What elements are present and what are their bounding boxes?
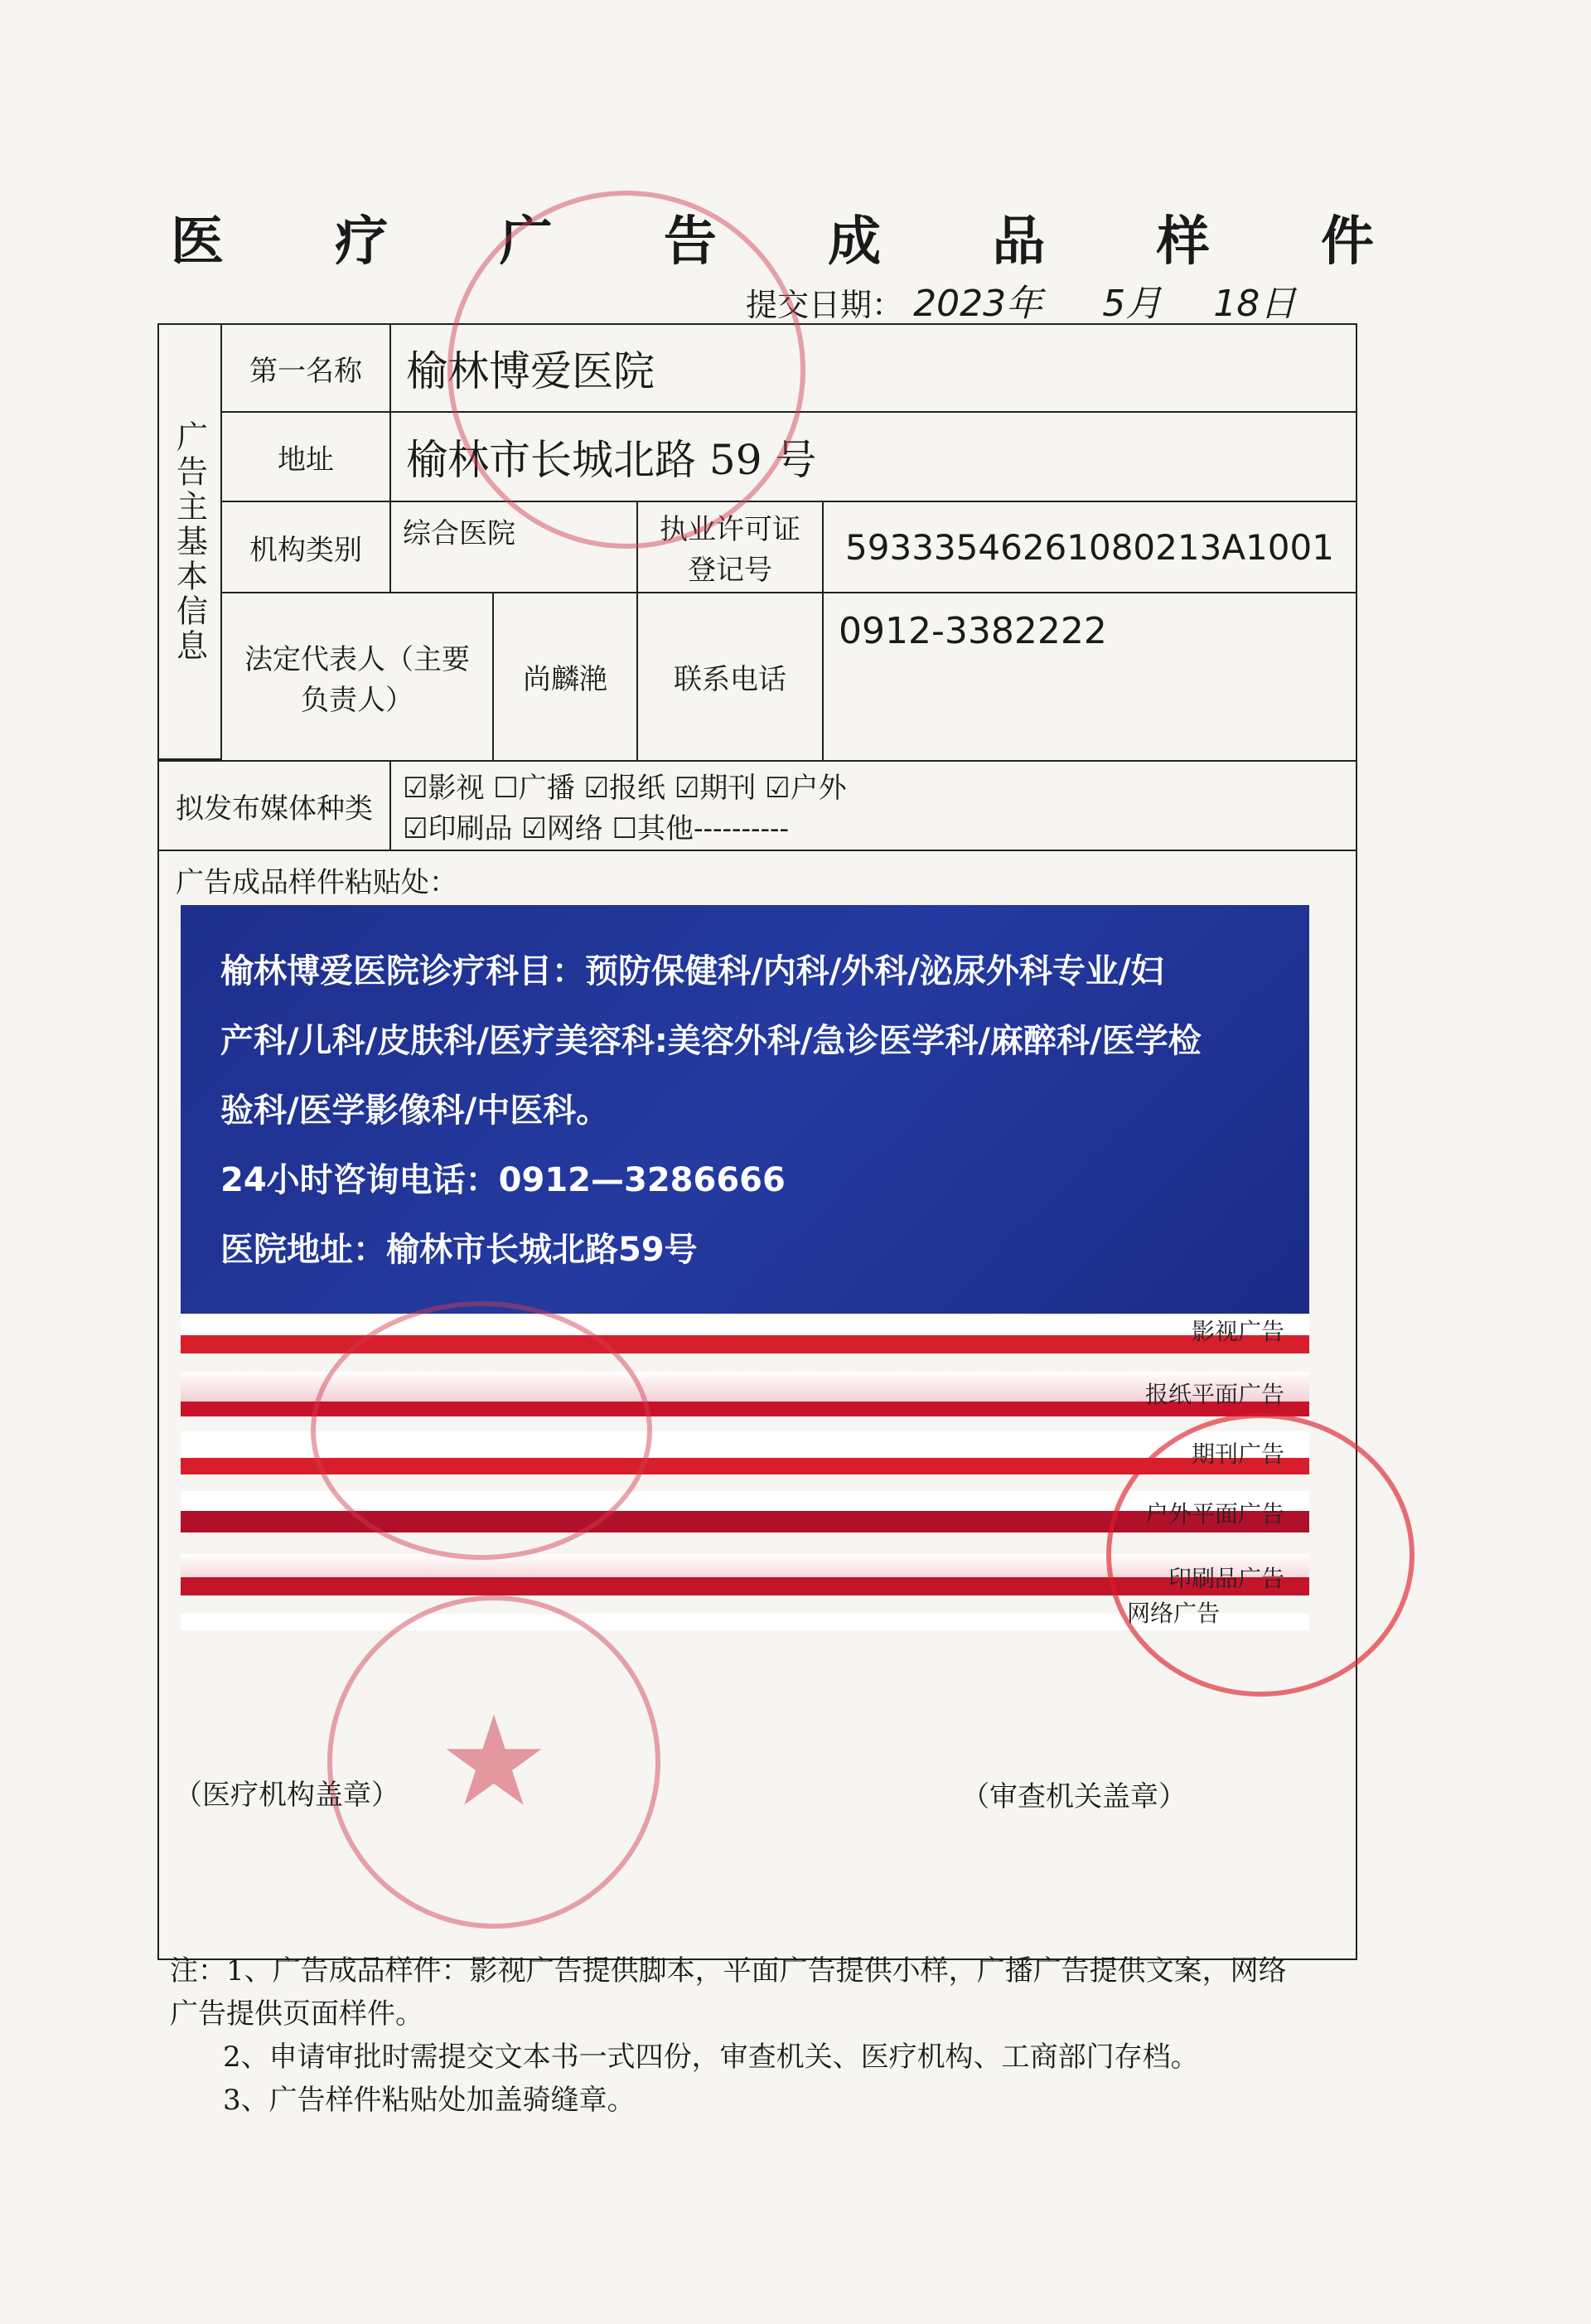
submit-date-day: 18日 <box>1213 283 1297 325</box>
ad-line-4: 24小时咨询电话：0912—3286666 <box>220 1161 786 1199</box>
category-label: 机构类别 <box>220 501 391 593</box>
submit-date-label: 提交日期： <box>746 287 904 323</box>
ad-line-3: 验科/医学影像科/中医科。 <box>220 1092 610 1130</box>
stamp-review-caption: （审查机关盖章） <box>961 1780 1187 1813</box>
name-label: 第一名称 <box>220 323 391 413</box>
hospital-seal-bottom <box>327 1595 660 1929</box>
license-label: 执业许可证登记号 <box>636 501 824 593</box>
hospital-seal-top <box>447 191 805 549</box>
note-3: 3、广告样件粘贴处加盖骑缝章。 <box>223 2084 636 2117</box>
submit-date <box>746 274 1296 327</box>
address-value: 榆林市长城北路 59 号 <box>389 411 1357 502</box>
star-icon: ★ <box>438 1690 550 1834</box>
stamp-institution-caption: （医疗机构盖章） <box>174 1779 399 1812</box>
advertiser-section-label: 广告主基本信息 <box>157 323 222 760</box>
strip-film: 影视广告 <box>181 1314 1309 1353</box>
note-1b: 广告提供页面样件。 <box>170 1997 423 2031</box>
ad-line-5: 医院地址：榆林市长城北路59号 <box>220 1231 698 1269</box>
legal-rep-label: 法定代表人（主要负责人） <box>220 592 494 762</box>
document-title: 医 疗 广 告 成 品 样 件 <box>171 211 1420 273</box>
address-label: 地址 <box>220 411 391 502</box>
sample-label: 广告成品样件粘贴处： <box>176 866 457 899</box>
media-options-row1: ☑影视 ☐广播 ☑报纸 ☑期刊 ☑户外 <box>403 772 847 805</box>
legal-rep-value: 尚麟滟 <box>492 592 638 762</box>
note-1: 注：1、广告成品样件：影视广告提供脚本，平面广告提供小样，广播广告提供文案，网络 <box>170 1954 1287 1988</box>
phone-value: 0912-3382222 <box>822 592 1357 762</box>
name-value: 榆林博爱医院 <box>389 323 1357 413</box>
notes <box>170 1949 1429 2122</box>
strip-periodical: 期刊广告 <box>181 1431 1309 1474</box>
ad-line-1: 榆林博爱医院诊疗科目：预防保健科/内科/外科/泌尿外科专业/妇 <box>220 952 1164 990</box>
ad-line-2: 产科/儿科/皮肤科/医疗美容科:美容外科/急诊医学科/麻醉科/医学检 <box>220 1022 1202 1060</box>
strip-newspaper: 报纸平面广告 <box>181 1372 1309 1416</box>
media-options-row2: ☑印刷品 ☑网络 ☐其他---------- <box>403 812 789 845</box>
hospital-seal-ghost <box>311 1301 652 1560</box>
note-2: 2、申请审批时需提交文本书一式四份，审查机关、医疗机构、工商部门存档。 <box>223 2041 1199 2074</box>
license-value: 59333546261080213A1001 <box>822 501 1357 593</box>
submit-date-year: 2023年 <box>913 283 1043 325</box>
strip-print: 印刷品广告 <box>181 1554 1309 1595</box>
review-authority-seal <box>1106 1413 1414 1697</box>
ad-sample-card <box>181 905 1309 1324</box>
phone-label: 联系电话 <box>636 592 824 762</box>
media-label: 拟发布媒体种类 <box>157 760 391 851</box>
category-value: 综合医院 <box>389 501 638 593</box>
strip-online-label: 网络广告 <box>1127 1600 1221 1627</box>
media-options <box>389 760 1357 851</box>
submit-date-month: 5月 <box>1102 283 1163 325</box>
strip-outdoor: 户外平面广告 <box>181 1491 1309 1532</box>
